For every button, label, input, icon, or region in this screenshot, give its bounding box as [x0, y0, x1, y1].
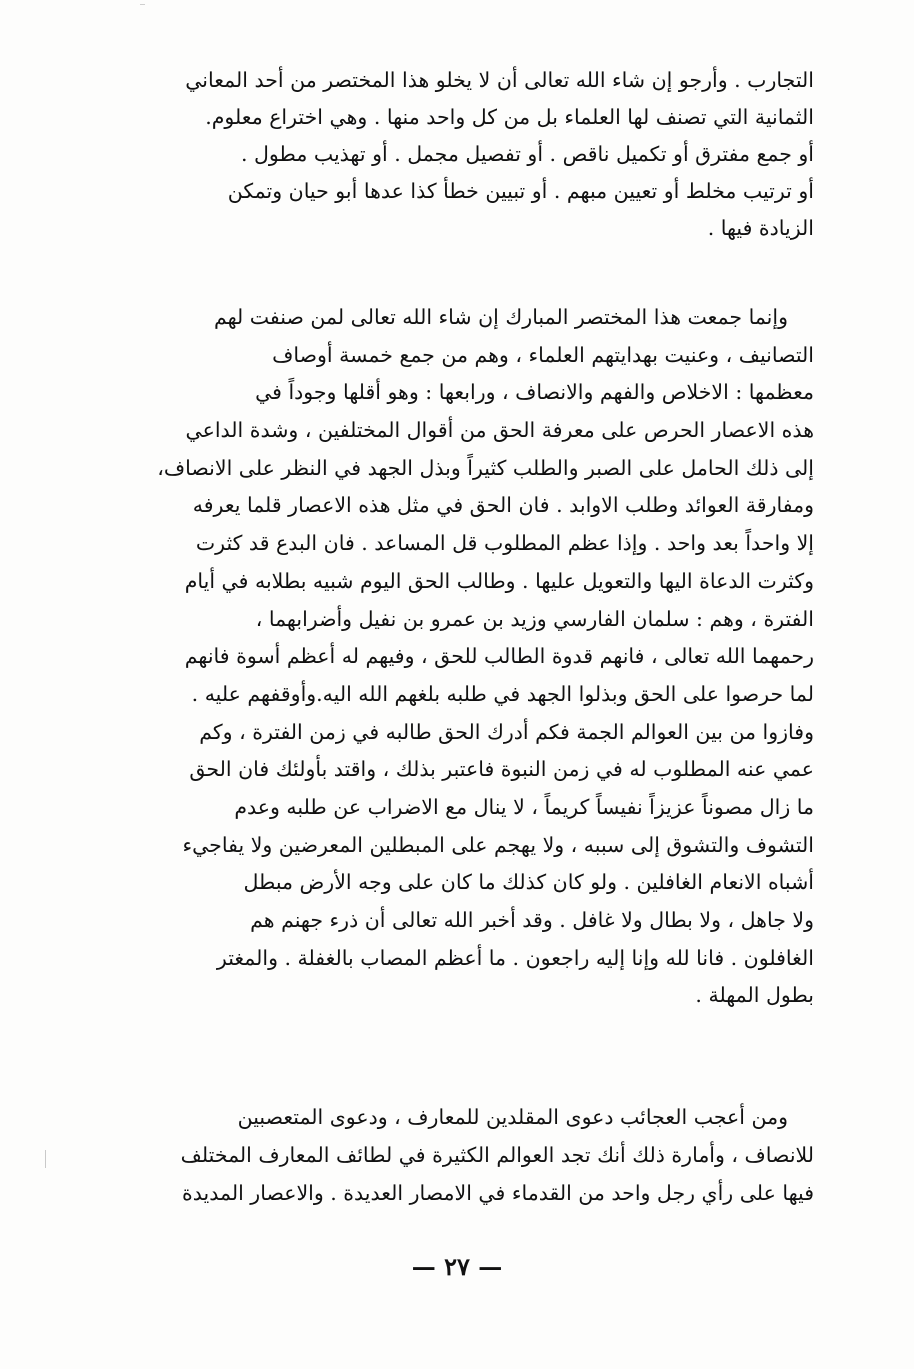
text-line: ما زال مصوناً عزيزاً نفيساً كريماً ، لا ينال مع الاضراب عن طلبه وعدم — [234, 794, 814, 819]
text-line: ولا جاهل ، ولا بطال ولا غافل . وقد أخبر الله تعالى أن ذرء جهنم هم — [250, 908, 814, 932]
text-line: للانصاف ، وأمارة ذلك أنك تجد العوالم الكثيرة في لطائف المعارف المختلف — [180, 1143, 814, 1167]
text-line: وكثرت الدعاة اليها والتعويل عليها . وطالب الحق اليوم شبيه بطلابه في أيام — [184, 568, 814, 593]
text-line: إلى ذلك الحامل على الصبر والطلب كثيراً وبذل الجهد في النظر على الانصاف، — [157, 455, 814, 480]
page-number: — ٢٧ — — [411, 1252, 503, 1281]
text-line: بطول المهلة . — [695, 983, 814, 1008]
text-line: هذه الاعصار الحرص على معرفة الحق من أقوال المختلفين ، وشدة الداعي — [185, 418, 814, 443]
text-line: ومفارقة العوائد وطلب الاوابد . فان الحق في مثل هذه الاعصار قلما يعرفه — [192, 493, 814, 518]
text-line: وإنما جمعت هذا المختصر المبارك إن شاء الله تعالى لمن صنفت لهم — [213, 305, 788, 329]
text-line: التجارب . وأرجو إن شاء الله تعالى أن لا يخلو هذا المختصر من أحد المعاني — [185, 68, 814, 92]
text-line: أشباه الانعام الغافلين . ولو كان كذلك ما كان على وجه الأرض مبطل — [243, 870, 814, 895]
text-line: إلا واحداً بعد واحد . وإذا عظم المطلوب قل المساعد . فان البدع قد كثرت — [195, 531, 814, 556]
text-line: أو ترتيب مخلط أو تعيين مبهم . أو تبيين خطأ كذا عدها أبو حيان وتمكن — [227, 179, 814, 203]
text-line: ومن أعجب العجائب دعوى المقلدين للمعارف ، ودعوى المتعصبين — [237, 1105, 788, 1129]
text-line: التشوف والتشوق إلى سببه ، ولا يهجم على المبطلين المعرضين ولا يفاجيء — [182, 832, 814, 857]
paragraph-3 — [138, 1098, 814, 1212]
text-line: رحمهما الله تعالى ، فانهم قدوة الطالب للحق ، وفيهم له أعظم أسوة فانهم — [184, 644, 814, 669]
text-line: الفترة ، وهم : سلمان الفارسي وزيد بن عمرو بن نفيل وأضرابهما ، — [255, 606, 814, 631]
text-line: الزيادة فيها . — [707, 216, 814, 240]
scan-mark — [45, 1150, 46, 1168]
paragraph-1 — [138, 62, 814, 247]
text-line: معظمها : الاخلاص والفهم والانصاف ، ورابعها : وهو أقلها وجوداً في — [255, 380, 814, 405]
text-line: الغافلون . فانا لله وإنا إليه راجعون . ما أعظم المصاب بالغفلة . والمغتر — [216, 945, 814, 970]
text-line: فيها على رأي رجل واحد من القدماء في الامصار العديدة . والاعصار المديدة — [182, 1181, 814, 1205]
text-line: وفازوا من بين العوالم الجمة فكم أدرك الحق طالبه في زمن الفترة ، وكم — [199, 719, 814, 744]
text-line: الثمانية التي تصنف لها العلماء بل من كل واحد منها . وهي اختراع معلوم. — [205, 105, 814, 129]
paragraph-2 — [138, 299, 814, 1015]
text-line: لما حرصوا على الحق وبذلوا الجهد في طلبه بلغهم الله اليه.وأوقفهم عليه . — [191, 681, 814, 706]
text-line: أو جمع مفترق أو تكميل ناقص . أو تفصيل مجمل . أو تهذيب مطول . — [241, 142, 814, 166]
scan-mark — [140, 4, 145, 5]
text-line: عمي عنه المطلوب له في زمن النبوة فاعتبر بذلك ، واقتد بأولئك فان الحق — [189, 757, 814, 782]
text-line: التصانيف ، وعنيت بهدايتهم العلماء ، وهم من جمع خمسة أوصاف — [272, 342, 814, 367]
